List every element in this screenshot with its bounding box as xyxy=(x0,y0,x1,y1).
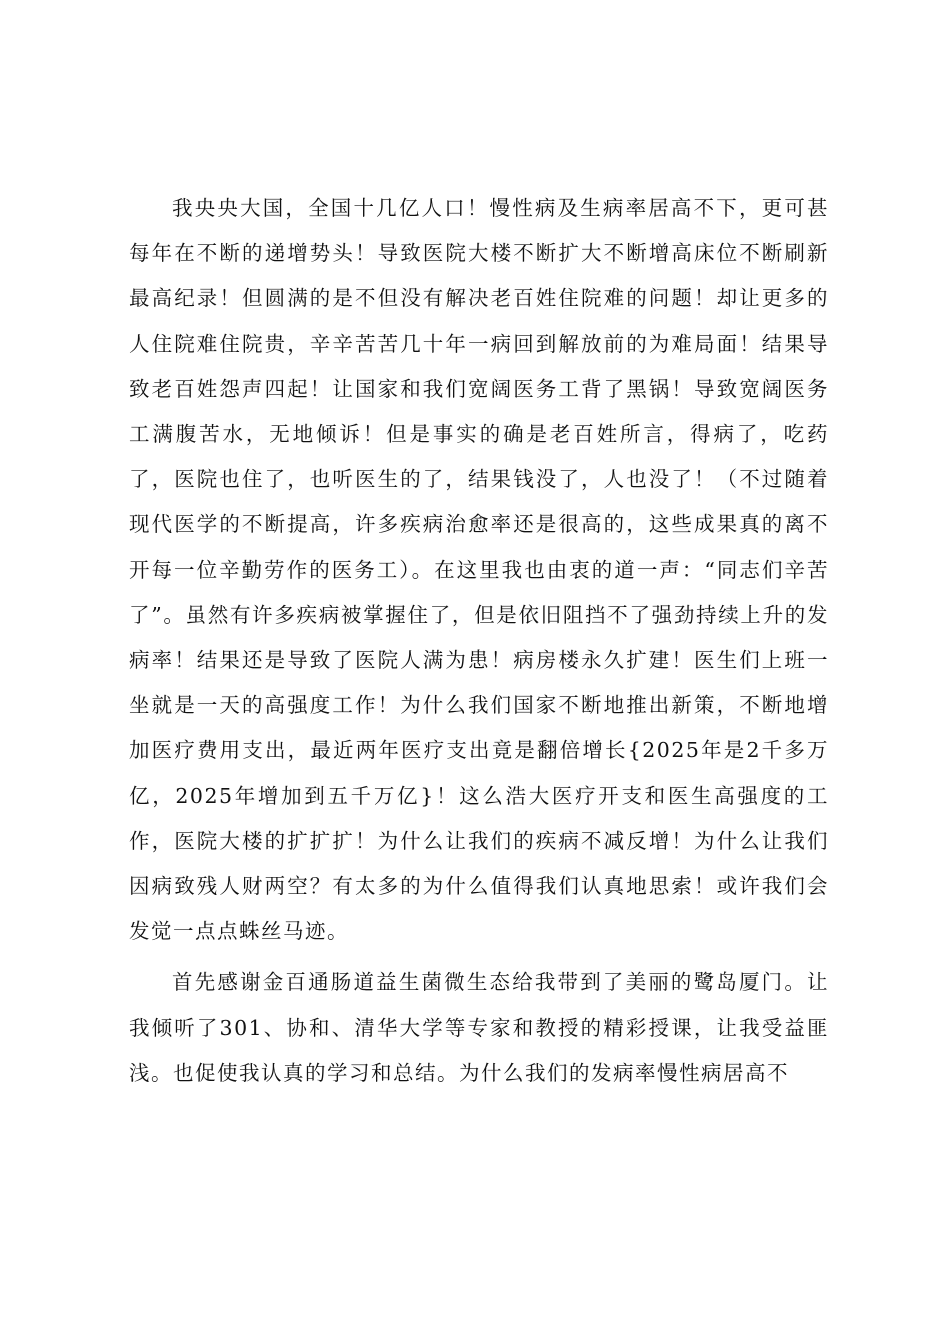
paragraph-2: 首先感谢金百通肠道益生菌微生态给我带到了美丽的鹭岛厦门。让我倾听了301、协和、清华大学等专家和教授的精彩授课，让我受益匪浅。也促使我认真的学习和总结。为什么我们的发病率慢性病居高不 xyxy=(129,970,829,1085)
document-body xyxy=(129,186,829,1096)
paragraph-1: 我央央大国，全国十几亿人口！慢性病及生病率居高不下，更可甚每年在不断的递增势头！导致医院大楼不断扩大不断增高床位不断刷新最高纪录！但圆满的是不但没有解决老百姓住院难的问题！却让更多的人住院难住院贵，辛辛苦苦几十年一病回到解放前的为难局面！结果导致老百姓怨声四起！让国家和我们宽阔医务工背了黑锅！导致宽阔医务工满腹苦水，无地倾诉！但是事实的确是老百姓所言，得病了，吃药了，医院也住了，也听医生的了，结果钱没了，人也没了！（不过随着现代医学的不断提高，许多疾病治愈率还是很高的，这些成果真的离不开每一位辛勤劳作的医务工）。在这里我也由衷的道一声：“同志们辛苦了”。虽然有许多疾病被掌握住了，但是依旧阻挡不了强劲持续上升的发病率！结果还是导致了医院人满为患！病房楼永久扩建！医生们上班一坐就是一天的高强度工作！为什么我们国家不断地推出新策，不断地增加医疗费用支出，最近两年医疗支出竟是翻倍增长{2025年是2千多万亿，2025年增加到五千万亿}！这么浩大医疗开支和医生高强度的工作，医院大楼的扩扩扩！为什么让我们的疾病不减反增！为什么让我们因病致残人财两空？有太多的为什么值得我们认真地思索！或许我们会发觉一点点蛛丝马迹。 xyxy=(129,196,829,944)
